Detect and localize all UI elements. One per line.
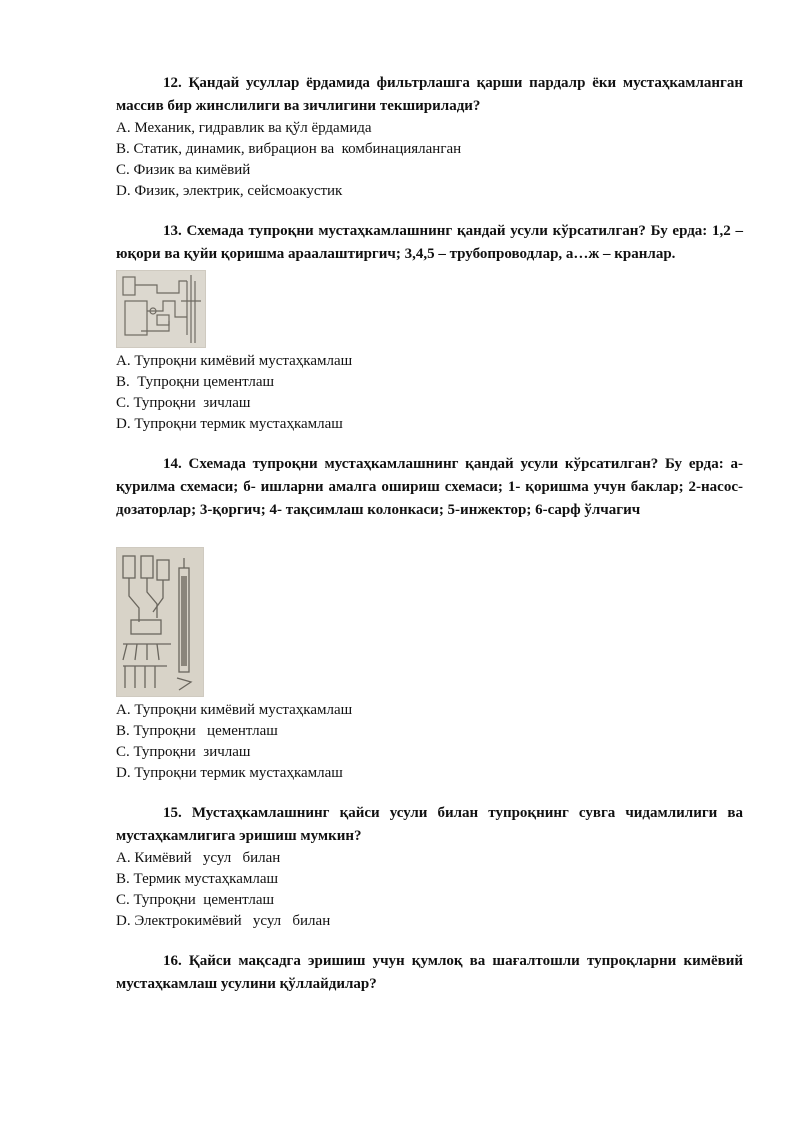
answer-option-a: A. Тупроқни кимёвий мустаҳкамлаш [116, 353, 353, 369]
cementation-scheme-figure [116, 270, 206, 348]
question-text: 13. Схемада тупроқни мустаҳкамлашнинг қандай усули кўрсатилган? Бу ерда: 1,2 – юқори ва қуйи қоришма араалаштиргич; 3,4,5 – трубопроводлар, а…ж – кранлар. [116, 223, 743, 262]
answer-option-c: C. Тупроқни цементлаш [116, 892, 275, 908]
document-page [116, 72, 743, 996]
answer-option-b: B. Статик, динамик, вибрацион ва комбинацияланган [116, 141, 462, 157]
answer-option-c: C. Физик ва кимёвий [116, 162, 251, 178]
question-13 [116, 220, 743, 435]
question-text: 16. Қайси мақсадга эришиш учун қумлоқ ва шағалтошли тупроқларни кимёвий мустаҳкамлаш усулини қўллайдилар? [116, 953, 743, 992]
answer-option-b: B. Тупроқни цементлаш [116, 374, 275, 390]
question-12 [116, 72, 743, 202]
question-14 [116, 453, 743, 784]
question-text: 14. Схемада тупроқни мустаҳкамлашнинг қандай усули кўрсатилган? Бу ерда: а-қурилма схемаси; б- ишларни амалга ошириш схемаси; 1- қоришма учун баклар; 2-насос-дозаторлар; 3-қоргич; 4- тақсимлаш колонкаси; 5-инжектор; 6-сарф ўлчагич [116, 456, 743, 518]
answer-option-d: D. Электрокимёвий усул билан [116, 913, 331, 929]
answer-option-b: B. Тупроқни цементлаш [116, 723, 278, 739]
answer-option-c: C. Тупроқни зичлаш [116, 744, 251, 760]
question-16 [116, 950, 743, 996]
answer-option-d: D. Тупроқни термик мустаҳкамлаш [116, 765, 343, 781]
answer-option-c: C. Тупроқни зичлаш [116, 395, 251, 411]
answer-option-a: A. Механик, гидравлик ва қўл ёрдамида [116, 120, 372, 136]
answer-option-a: A. Кимёвий усул билан [116, 850, 281, 866]
answer-option-d: D. Тупроқни термик мустаҳкамлаш [116, 416, 343, 432]
answer-option-d: D. Физик, электрик, сейсмоакустик [116, 183, 343, 199]
question-text: 15. Мустаҳкамлашнинг қайси усули билан тупроқнинг сувга чидамлилиги ва мустаҳкамлигига эришиш мумкин? [116, 805, 743, 844]
question-15 [116, 802, 743, 932]
answer-option-b: B. Термик мустаҳкамлаш [116, 871, 279, 887]
question-text: 12. Қандай усуллар ёрдамида фильтрлашга қарши пардалр ёки мустаҳкамланган массив бир жинслилиги ва зичлигини текширилади? [116, 75, 743, 114]
answer-option-a: A. Тупроқни кимёвий мустаҳкамлаш [116, 702, 353, 718]
chemical-stabilization-scheme-figure [116, 547, 204, 697]
